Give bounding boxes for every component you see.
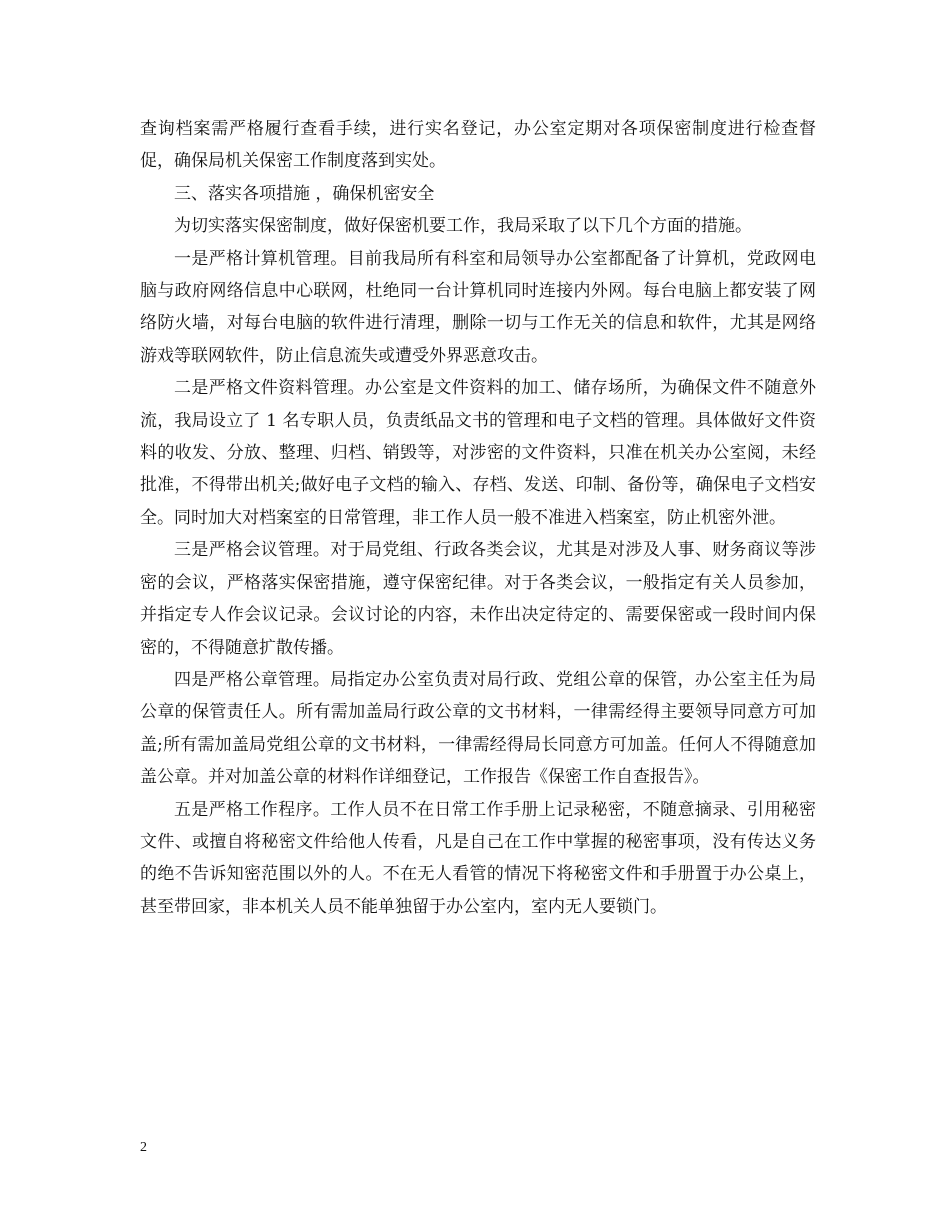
paragraph-continuation: 查询档案需严格履行查看手续，进行实名登记，办公室定期对各项保密制度进行检查督促，确保局机关保密工作制度落到实处。: [140, 119, 816, 172]
document-body: [140, 113, 816, 923]
paragraph-seal-management: 四是严格公章管理。局指定办公室负责对局行政、党组公章的保管，办公室主任为局公章的保管责任人。所有需加盖局行政公章的文书材料，一律需经得主要领导同意方可加盖;所有需加盖局党组公章的文书材料，一律需经得局长同意方可加盖。任何人不得随意加盖公章。并对加盖公章的材料作详细登记，工作报告《保密工作自查报告》。: [140, 669, 816, 788]
paragraph-meeting-management: 三是严格会议管理。对于局党组、行政各类会议，尤其是对涉及人事、财务商议等涉密的会议，严格落实保密措施，遵守保密纪律。对于各类会议，一般指定有关人员参加，并指定专人作会议记录。会议讨论的内容，未作出决定待定的、需要保密或一段时间内保密的，不得随意扩散传播。: [140, 540, 816, 658]
page-number: 2: [140, 1140, 147, 1155]
section-heading: 三、落实各项措施 ，确保机密安全: [174, 183, 435, 204]
paragraph-work-procedure: 五是严格工作程序。工作人员不在日常工作手册上记录秘密，不随意摘录、引用秘密文件、或擅自将秘密文件给他人传看，凡是自己在工作中掌握的秘密事项，没有传达义务的绝不告诉知密范围以外的人。不在无人看管的情况下将秘密文件和手册置于办公桌上，甚至带回家，非本机关人员不能单独留于办公室内，室内无人要锁门。: [140, 799, 816, 917]
paragraph-document-management: 二是严格文件资料管理。办公室是文件资料的加工、储存场所，为确保文件不随意外流，我局设立了 1 名专职人员，负责纸品文书的管理和电子文档的管理。具体做好文件资料的收发、分放、整理、归档、销毁等，对涉密的文件资料，只准在机关办公室阅，未经批准，不得带出机关;做好电子文档的输入、存档、发送、印制、备份等，确保电子文档安全。同时加大对档案室的日常管理，非工作人员一般不准进入档案室，防止机密外泄。: [140, 378, 816, 528]
paragraph-intro: 为切实落实保密制度，做好保密机要工作，我局采取了以下几个方面的措施。: [174, 216, 752, 237]
paragraph-computer-management: 一是严格计算机管理。目前我局所有科室和局领导办公室都配备了计算机，党政网电脑与政府网络信息中心联网，杜绝同一台计算机同时连接内外网。每台电脑上都安装了网络防火墙，对每台电脑的软件进行清理，删除一切与工作无关的信息和软件，尤其是网络游戏等联网软件，防止信息流失或遭受外界恶意攻击。: [140, 248, 816, 366]
